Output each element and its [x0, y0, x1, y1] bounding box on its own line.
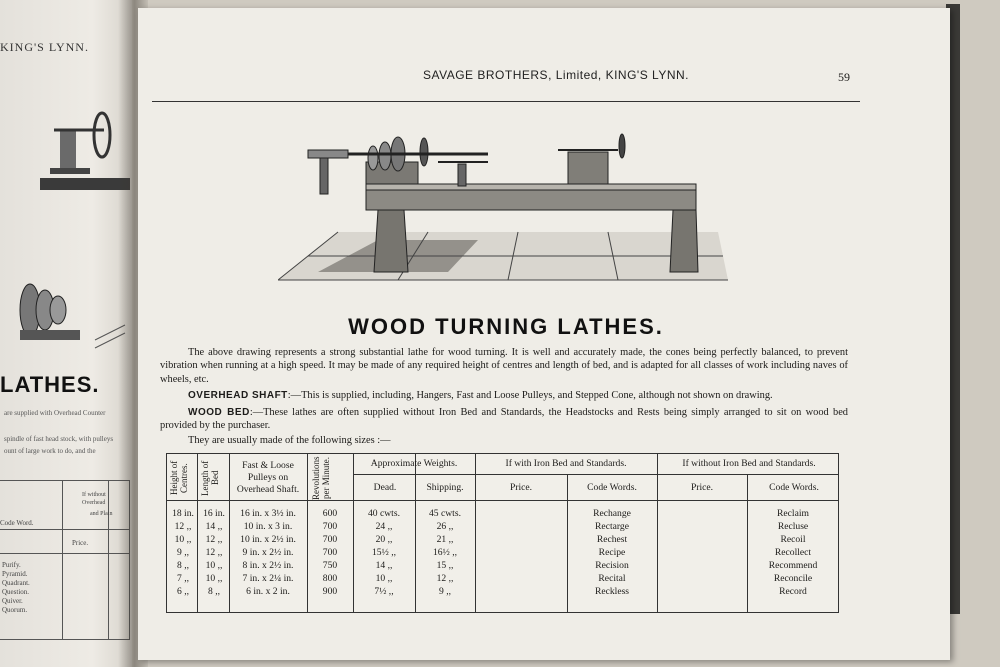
cell-dead: 40 cwts. [368, 508, 400, 519]
lathe-illustration [278, 132, 738, 300]
cell-revs: 700 [322, 521, 338, 532]
cell-revs: 900 [322, 586, 338, 597]
cell-revs: 800 [322, 573, 338, 584]
cell-length: 12 ,, [205, 547, 223, 558]
cell-code-with: Reckless [594, 586, 630, 597]
left-code-word: Question. [2, 588, 30, 596]
cell-shipping: 15 ,, [436, 560, 454, 571]
header-length: Length of Bed [200, 460, 220, 496]
wood-bed-label: WOOD BED [188, 407, 250, 418]
header-code-words-without: Code Words. [769, 482, 819, 493]
cell-shipping: 26 ,, [436, 521, 454, 532]
cell-length: 10 ,, [205, 560, 223, 571]
cell-code-without: Recommend [768, 560, 818, 571]
overhead-shaft-label: OVERHEAD SHAFT [188, 390, 288, 401]
header-price-with: Price. [509, 482, 533, 493]
cell-shipping: 16½ ,, [433, 547, 457, 558]
cell-code-without: Record [779, 586, 807, 597]
cell-height: 10 ,, [174, 534, 192, 545]
cell-code-with: Recipe [598, 547, 626, 558]
cell-length: 14 ,, [205, 521, 223, 532]
header-price-without: Price. [690, 482, 714, 493]
sizes-intro: They are usually made of the following sizes :— [188, 435, 391, 446]
cell-revs: 700 [322, 547, 338, 558]
header-dead: Dead. [373, 482, 397, 493]
left-code-word: Quorum. [2, 606, 28, 614]
intro-text: The above drawing represents a strong substantial lathe for wood turning. It is well and accurately made, the cones being perfectly balanced, to prevent vibration when running at a high speed. It may be made of any required height of centres and length of bed, and is adapted for all classes of work including naves of wheels, etc. [160, 347, 848, 385]
cell-code-without: Recollect [774, 547, 812, 558]
cell-code-with: Recision [595, 560, 629, 571]
left-code-word-list [2, 561, 30, 615]
cell-shipping: 45 cwts. [429, 508, 461, 519]
cell-dead: 10 ,, [375, 573, 393, 584]
cell-code-with: Rechest [596, 534, 628, 545]
running-head-text: SAVAGE BROTHERS, Limited, KING'S LYNN. [422, 68, 690, 82]
header-code-words-with: Code Words. [587, 482, 637, 493]
left-running-head: KING'S LYNN. [0, 40, 89, 54]
left-lathe-illustration [40, 100, 130, 190]
left-page-table [0, 480, 130, 640]
left-code-word: Purify. [2, 561, 21, 569]
left-col-price: Price. [72, 539, 89, 547]
cell-height: 8 ,, [177, 560, 189, 571]
left-col-code-word: Code Word. [0, 519, 34, 527]
cell-code-without: Recluse [777, 521, 809, 532]
sizes-intro-paragraph [160, 434, 848, 447]
left-code-word: Quadrant. [2, 579, 30, 587]
cell-revs: 700 [322, 534, 338, 545]
cell-shipping: 21 ,, [436, 534, 454, 545]
cell-dead: 20 ,, [375, 534, 393, 545]
cell-pulleys: 7 in. x 2¼ in. [242, 573, 294, 584]
wood-bed-paragraph [160, 406, 848, 433]
left-note-work: ount of large work to do, and the [4, 447, 96, 455]
left-code-word: Quiver. [2, 597, 23, 605]
left-note-spindle: spindle of fast head stock, with pulleys [4, 435, 114, 443]
intro-paragraph [160, 346, 848, 386]
cell-height: 7 ,, [177, 573, 189, 584]
page-title: WOOD TURNING LATHES. [348, 314, 664, 339]
cell-pulleys: 16 in. x 3½ in. [240, 508, 296, 519]
cell-shipping: 9 ,, [439, 586, 451, 597]
cell-code-with: Rechange [593, 508, 631, 519]
page-number: 59 [838, 70, 850, 84]
cell-code-without: Recoil [780, 534, 806, 545]
cell-length: 10 ,, [205, 573, 223, 584]
cell-pulleys: 8 in. x 2½ in. [242, 560, 294, 571]
cell-height: 18 in. [172, 508, 194, 519]
cell-code-with: Recital [598, 573, 626, 584]
cell-height: 9 ,, [177, 547, 189, 558]
left-col-and: and Plain [90, 511, 113, 517]
left-cone-illustration [0, 270, 130, 360]
header-height: Height of Centres. [169, 460, 189, 496]
cell-revs: 600 [322, 508, 338, 519]
header-without-iron: If without Iron Bed and Standards. [682, 458, 816, 469]
cell-revs: 750 [322, 560, 338, 571]
left-page-heading: LATHES. [0, 372, 100, 397]
cell-dead: 7½ ,, [374, 586, 394, 597]
cell-dead: 24 ,, [375, 521, 393, 532]
cell-shipping: 12 ,, [436, 573, 454, 584]
cell-pulleys: 10 in. x 2½ in. [240, 534, 296, 545]
header-approx-weights: Approximate Weights. [370, 458, 458, 469]
cell-length: 12 ,, [205, 534, 223, 545]
sizes-table [166, 453, 839, 613]
header-with-iron: If with Iron Bed and Standards. [505, 458, 627, 469]
cell-pulleys: 9 in. x 2½ in. [242, 547, 294, 558]
cell-height: 6 ,, [177, 586, 189, 597]
right-page [138, 8, 950, 660]
cell-code-with: Rectarge [595, 521, 629, 532]
cell-dead: 14 ,, [375, 560, 393, 571]
left-facing-page [0, 0, 132, 667]
cell-length: 8 ,, [208, 586, 220, 597]
wood-bed-text: :—These lathes are often supplied without Iron Bed and Standards, the Headstocks and Rests being simply arranged to sit on wood bed provided by the purchaser. [160, 407, 849, 432]
cell-dead: 15½ ,, [372, 547, 396, 558]
cell-pulleys: 6 in. x 2 in. [246, 586, 290, 597]
left-note-supplied: are supplied with Overhead Counter [4, 409, 106, 417]
header-rule [152, 101, 860, 102]
cell-pulleys: 10 in. x 3 in. [243, 521, 293, 532]
left-col-if-without: If without Overhead [82, 492, 106, 506]
cell-height: 12 ,, [174, 521, 192, 532]
cell-length: 16 in. [203, 508, 225, 519]
cell-code-without: Reclaim [777, 508, 809, 519]
cell-code-without: Reconcile [773, 573, 813, 584]
overhead-shaft-text: :—This is supplied, including, Hangers, Fast and Loose Pulleys, and Stepped Cone, although not shown on drawing. [287, 390, 773, 401]
header-revolutions: Revolutions per Minute. [311, 456, 331, 500]
header-pulleys: Fast & Loose Pulleys on Overhead Shaft. [236, 460, 300, 495]
left-code-word: Pyramid. [2, 570, 28, 578]
header-shipping: Shipping. [426, 482, 464, 493]
overhead-shaft-paragraph [160, 389, 848, 402]
